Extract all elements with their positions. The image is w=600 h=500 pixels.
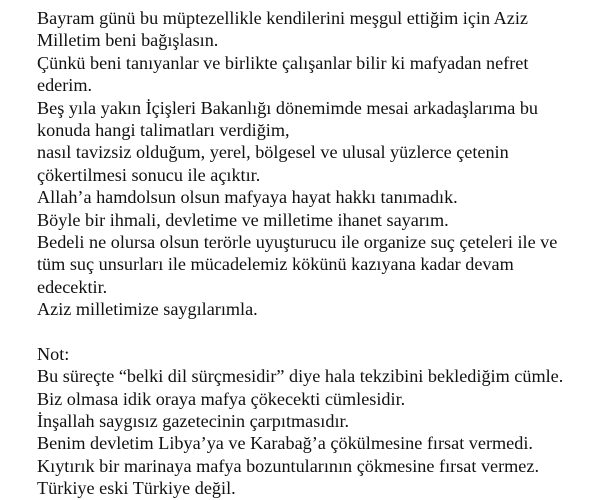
text-line: edecektir. xyxy=(37,276,108,297)
note-line: Benim devletim Libya’ya ve Karabağ’a çökülmesine fırsat vermedi. xyxy=(37,433,533,454)
text-line: nasıl tavizsiz olduğum, yerel, bölgesel ve ulusal yüzlerce çetenin xyxy=(37,142,509,163)
blank-line xyxy=(37,320,597,342)
note-line: Bu süreçte “belki dil sürçmesidir” diye hala tekzibini beklediğim cümle. xyxy=(37,366,564,387)
text-line: tüm suç unsurları ile mücadelemiz kökünü kazıyana kadar devam xyxy=(37,254,514,275)
text-line: ederim. xyxy=(37,75,93,96)
note-section xyxy=(37,343,597,500)
text-line: Allah’a hamdolsun olsun mafyaya hayat hakkı tanımadık. xyxy=(37,187,458,208)
statement-paragraph xyxy=(37,7,597,320)
text-line: konuda hangi talimatları verdiğim, xyxy=(37,119,290,140)
note-line: Türkiye eski Türkiye değil. xyxy=(37,478,236,499)
note-line: Biz olmasa idik oraya mafya çökecekti cümlesidir. xyxy=(37,388,406,409)
note-line: Kıytırık bir marinaya mafya bozuntularının çökmesine fırsat vermez. xyxy=(37,455,540,476)
text-line: Bayram günü bu müptezellikle kendilerini meşgul ettiğim için Aziz xyxy=(37,8,528,28)
text-line: Milletim beni bağışlasın. xyxy=(37,30,219,51)
note-heading: Not: xyxy=(37,343,70,364)
note-line: İnşallah saygısız gazetecinin çarpıtmasıdır. xyxy=(37,411,350,432)
text-line: Böyle bir ihmali, devletime ve milletime ihanet sayarım. xyxy=(37,209,449,230)
text-line: Bedeli ne olursa olsun terörle uyuşturucu ile organize suç çeteleri ile ve xyxy=(37,231,558,252)
document-body xyxy=(37,7,597,500)
text-line: çökertilmesi sonucu ile açıktır. xyxy=(37,164,261,185)
text-line: Çünkü beni tanıyanlar ve birlikte çalışanlar bilir ki mafyadan nefret xyxy=(37,52,529,73)
text-line: Aziz milletimize saygılarımla. xyxy=(37,299,258,320)
text-line: Beş yıla yakın İçişleri Bakanlığı dönemimde mesai arkadaşlarıma bu xyxy=(37,97,539,118)
